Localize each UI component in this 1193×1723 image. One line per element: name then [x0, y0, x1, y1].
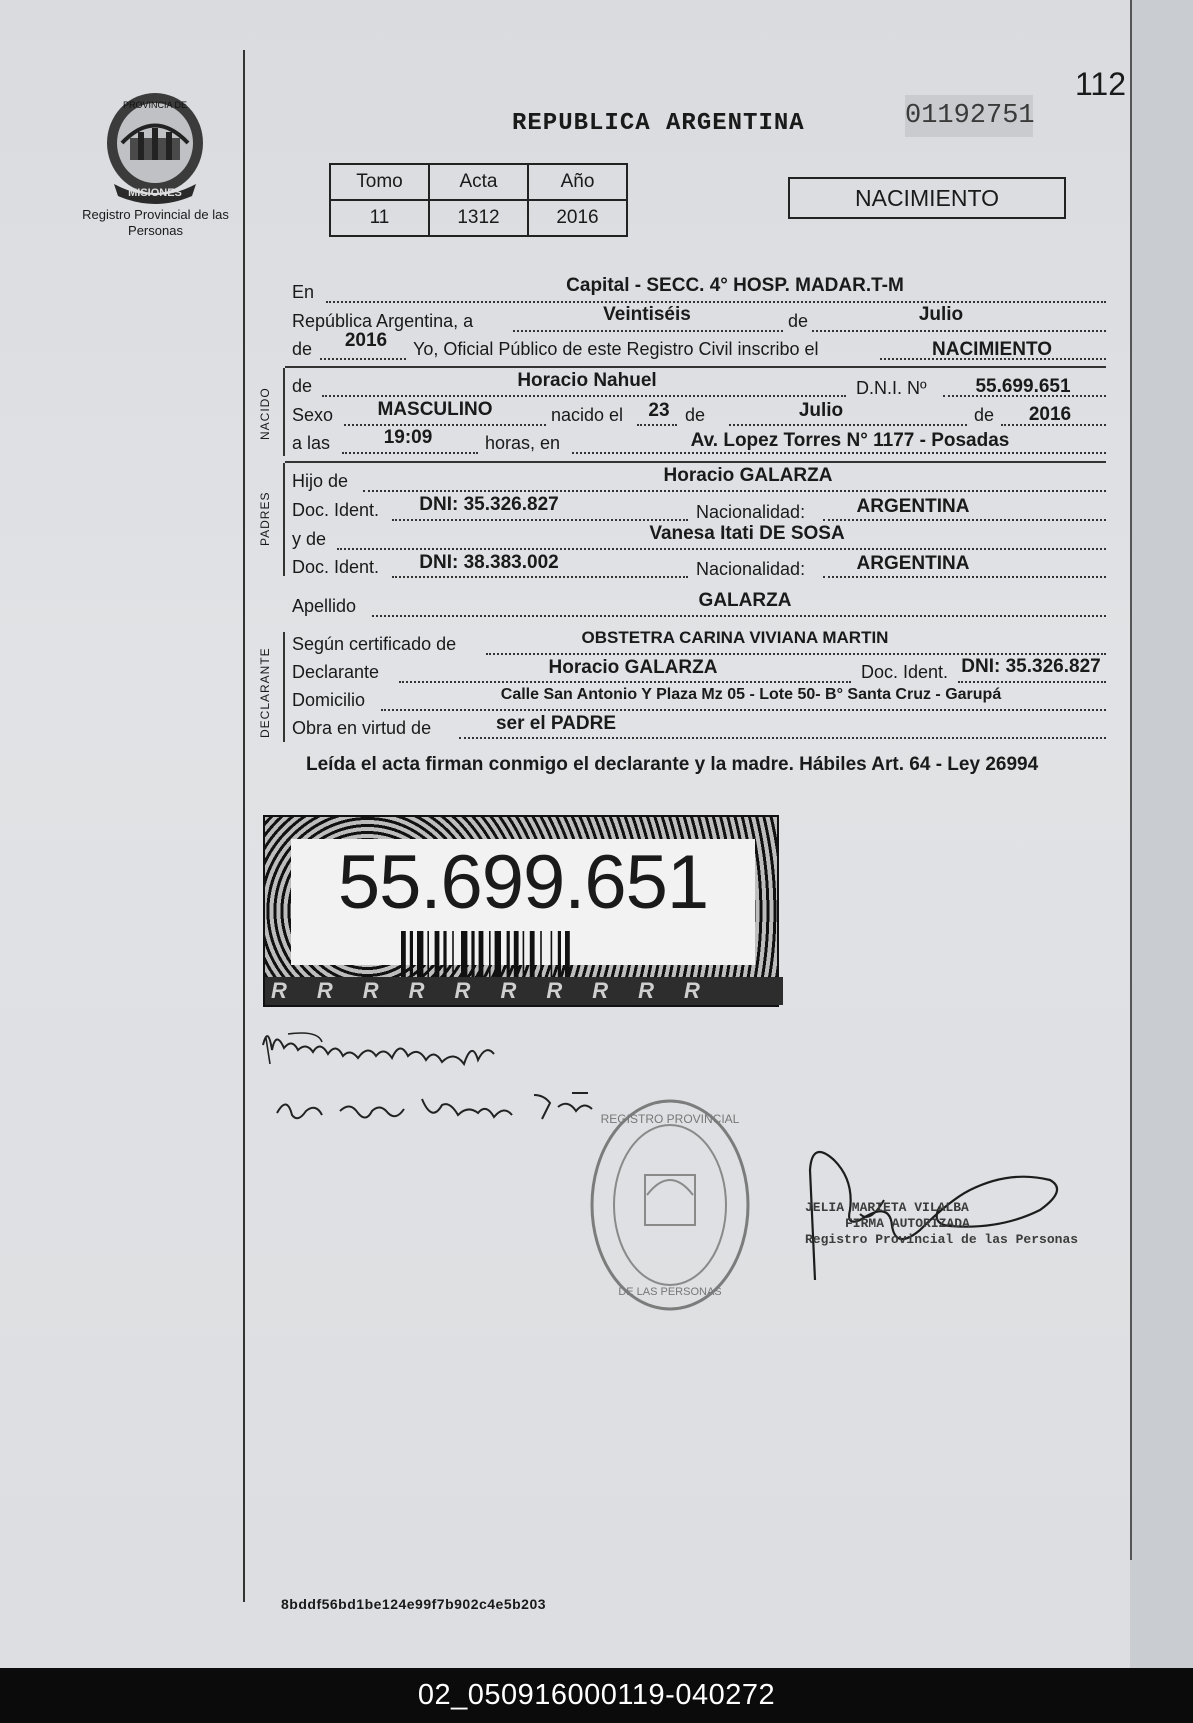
- child-dni: 55.699.651: [975, 376, 1071, 397]
- act-type-box: NACIMIENTO: [788, 177, 1066, 219]
- cert-label: Según certificado de: [292, 634, 457, 654]
- footer-code: 02_050916000119-040272: [0, 1668, 1193, 1723]
- registry-year: 2016: [344, 330, 388, 351]
- horas-label: horas, en: [485, 433, 561, 453]
- declarante-label: Declarante: [292, 662, 380, 682]
- dni-sticker-strip: RRRRRRRRRR: [265, 977, 783, 1005]
- father-name: Horacio GALARZA: [663, 465, 833, 486]
- right-border-line: [1130, 0, 1132, 1560]
- barcode-icon: [401, 931, 655, 979]
- dni-sticker-inner: [291, 839, 755, 965]
- surname-value: GALARZA: [698, 590, 792, 611]
- a-las-label: a las: [292, 433, 331, 453]
- father-signature: [258, 1020, 508, 1080]
- dotted-line: [823, 576, 1106, 578]
- dotted-line: [958, 681, 1106, 683]
- dni-sticker: [263, 815, 779, 1007]
- svg-text:DE LAS PERSONAS: DE LAS PERSONAS: [618, 1286, 722, 1298]
- dotted-line: [729, 424, 967, 426]
- page-number: 112: [1075, 66, 1127, 102]
- dotted-line: [637, 424, 677, 426]
- nacido-de2-label: de: [974, 405, 995, 425]
- birth-time: 19:09: [383, 427, 433, 448]
- header-acta: Acta: [429, 164, 528, 200]
- header-tomo: Tomo: [330, 164, 429, 200]
- document-hash: 8bddf56bd1be124e99f7b902c4e5b203: [281, 1596, 547, 1612]
- birth-year: 2016: [1028, 404, 1072, 425]
- father-nationality: ARGENTINA: [856, 496, 970, 517]
- certificate-issuer: OBSTETRA CARINA VIVIANA MARTIN: [581, 628, 889, 647]
- official-text: Yo, Oficial Público de este Registro Civil inscribo el: [413, 339, 819, 359]
- nacido-el-label: nacido el: [551, 405, 624, 425]
- section-label-padres: PADRES: [258, 491, 272, 546]
- section-label-nacido: NACIDO: [258, 387, 272, 440]
- birth-month: Julio: [798, 400, 844, 421]
- value-anio: 2016: [528, 200, 627, 236]
- apellido-label: Apellido: [292, 596, 357, 616]
- value-acta: 1312: [429, 200, 528, 236]
- dotted-line: [322, 395, 846, 397]
- mother-signature: [272, 1075, 622, 1135]
- birth-place: Av. Lopez Torres N° 1177 - Posadas: [690, 430, 1010, 451]
- dotted-line: [372, 615, 1106, 617]
- mother-name: Vanesa Itati DE SOSA: [649, 523, 845, 544]
- provincial-emblem-icon: [100, 88, 210, 208]
- nac1-label: Nacionalidad:: [696, 502, 806, 522]
- dni-label: D.N.I. Nº: [856, 378, 927, 398]
- hijo-de-label: Hijo de: [292, 471, 349, 491]
- declarant-address: Calle San Antonio Y Plaza Mz 05 - Lote 50- B° Santa Cruz - Garupá: [500, 686, 1002, 703]
- declarant-name: Horacio GALARZA: [548, 657, 718, 678]
- y-de-label: y de: [292, 529, 327, 549]
- dotted-line: [344, 424, 546, 426]
- domicilio-label: Domicilio: [292, 690, 366, 710]
- dotted-line: [812, 330, 1106, 332]
- en-label: En: [292, 282, 315, 302]
- header-anio: Año: [528, 164, 627, 200]
- nacido-de1-label: de: [685, 405, 706, 425]
- registry-month: Julio: [918, 304, 964, 325]
- dotted-line: [399, 681, 851, 683]
- officer-role: FIRMA AUTORIZADA: [845, 1216, 970, 1231]
- country-title: REPUBLICA ARGENTINA: [512, 110, 805, 137]
- registry-day: Veintiséis: [603, 304, 691, 325]
- child-sex: MASCULINO: [377, 399, 493, 420]
- dni-sticker-number: 55.699.651: [337, 840, 709, 925]
- child-name: Horacio Nahuel: [517, 370, 657, 391]
- dotted-line: [326, 301, 1106, 303]
- closing-text: Leída el acta firman conmigo el declarante y la madre. Hábiles Art. 64 - Ley 26994: [306, 754, 1039, 775]
- acting-as: ser el PADRE: [495, 713, 617, 734]
- divider: [285, 366, 1106, 368]
- registry-name: Registro Provincial de las Personas: [82, 207, 229, 238]
- republica-label: República Argentina, a: [292, 311, 474, 331]
- section-label-declarante: DECLARANTE: [258, 647, 272, 738]
- nacido-de-label: de: [292, 376, 313, 396]
- svg-text:REGISTRO PROVINCIAL: REGISTRO PROVINCIAL: [600, 1112, 740, 1126]
- divider: [285, 461, 1106, 463]
- registry-act: NACIMIENTO: [932, 339, 1052, 360]
- section-bar: [283, 463, 285, 576]
- dotted-line: [392, 519, 688, 521]
- dotted-line: [363, 490, 1106, 492]
- dotted-line: [823, 519, 1106, 521]
- father-dni: DNI: 35.326.827: [419, 494, 559, 515]
- mother-dni: DNI: 38.383.002: [419, 552, 559, 573]
- place-of-registry: Capital - SECC. 4° HOSP. MADAR.T-M: [566, 275, 904, 296]
- dotted-line: [381, 709, 1106, 711]
- doc1-label: Doc. Ident.: [292, 500, 380, 520]
- page-edge: [1130, 0, 1193, 1668]
- dotted-line: [459, 737, 1106, 739]
- dotted-line: [486, 653, 1106, 655]
- officer-org: Registro Provincial de las Personas: [805, 1232, 1079, 1247]
- dotted-line: [337, 548, 1106, 550]
- de-label: de: [788, 311, 809, 331]
- doc2-label: Doc. Ident.: [292, 557, 380, 577]
- dotted-line: [320, 358, 406, 360]
- decl-doc-label: Doc. Ident.: [861, 662, 949, 682]
- dotted-line: [342, 452, 478, 454]
- value-tomo: 11: [330, 200, 429, 236]
- margin-line: [243, 50, 245, 1602]
- sexo-label: Sexo: [292, 405, 334, 425]
- nac2-label: Nacionalidad:: [696, 559, 806, 579]
- obra-label: Obra en virtud de: [292, 718, 432, 738]
- officer-stamp: [805, 1200, 1078, 1248]
- svg-text:PROVINCIA DE: PROVINCIA DE: [122, 100, 188, 110]
- registry-stamp-icon: [585, 1095, 755, 1315]
- declarant-dni: DNI: 35.326.827: [961, 656, 1101, 677]
- section-bar: [283, 368, 285, 456]
- year-prefix-label: de: [292, 339, 313, 359]
- section-bar: [283, 632, 285, 742]
- birth-day: 23: [648, 400, 670, 421]
- dotted-line: [513, 330, 783, 332]
- dotted-line: [572, 452, 1106, 454]
- officer-name: JELIA MARIETA VILALBA: [805, 1200, 969, 1215]
- mother-nationality: ARGENTINA: [856, 553, 970, 574]
- book-reference-table: [329, 163, 628, 237]
- svg-text:MISIONES: MISIONES: [128, 187, 182, 199]
- serial-number: 01192751: [905, 95, 1033, 137]
- dotted-line: [392, 576, 688, 578]
